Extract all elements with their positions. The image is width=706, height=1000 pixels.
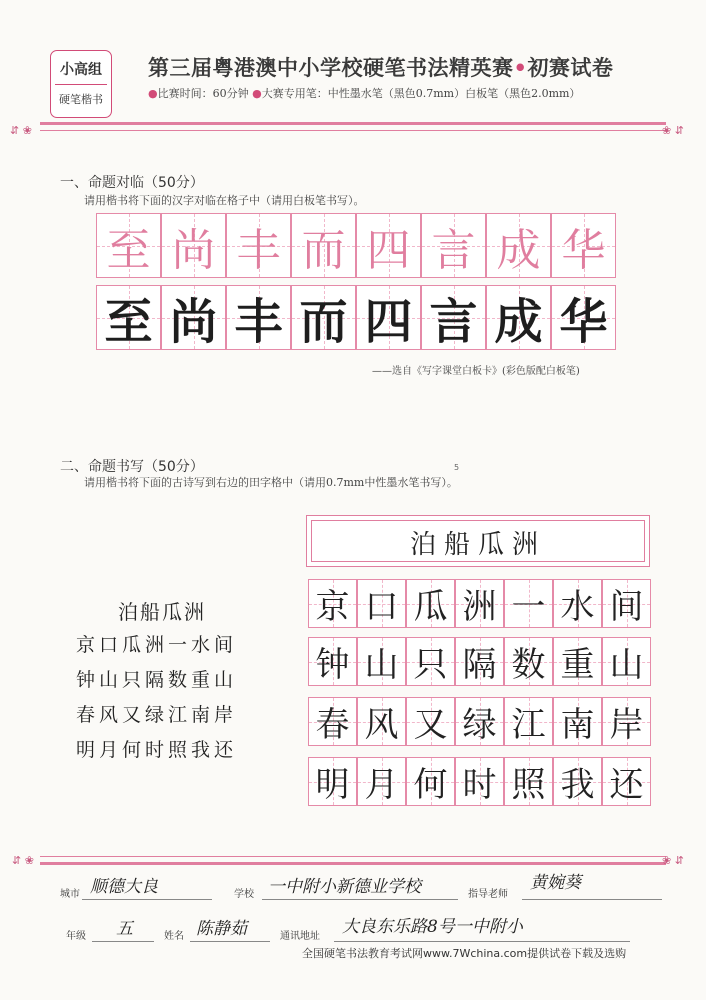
written-char: 间 [609,587,644,627]
grid-cell[interactable] [357,637,406,686]
group-category: 硬笔楷书 [59,93,103,106]
grid-cell[interactable] [406,757,455,806]
grid-cell[interactable] [602,757,651,806]
grid-cell [356,213,421,278]
grid-cell[interactable] [291,285,356,350]
grid-cell[interactable] [553,579,602,628]
grid-cell[interactable] [308,697,357,746]
exam-info [148,85,580,101]
poem-line: 京口瓜洲一水间 [76,634,238,656]
website-notice: 全国硬笔书法教育考试网www.7Wchina.com提供试卷下载及选购 [302,947,627,960]
grid-cell[interactable] [161,285,226,350]
written-char: 钟 [315,645,350,685]
grid-cell [291,213,356,278]
written-chars-row [96,285,616,350]
grid-cell[interactable] [504,579,553,628]
grid-cell[interactable] [486,285,551,350]
written-char: 瓜 [413,587,448,627]
model-char: 言 [431,224,476,276]
written-char: 而 [299,294,348,350]
title-dot: • [513,56,528,80]
written-poem-title: 泊船瓜洲 [409,530,546,560]
bullet-icon: ● [148,87,158,100]
teacher-label: 指导老师 [468,889,508,900]
score-mark: 5 [454,463,460,472]
poem-title-box[interactable] [306,515,650,567]
section2-instructions: 请用楷书将下面的古诗写到右边的田字格中（请用0.7mm中性墨水笔书写）。 [84,476,458,489]
footer-rule [40,862,666,865]
exam-time: 比赛时间：60分钟 [157,87,249,100]
grid-cell[interactable] [421,285,486,350]
grid-cell[interactable] [96,285,161,350]
written-char: 丰 [234,294,283,350]
written-char: 江 [511,705,546,745]
written-char: 明 [315,765,350,805]
model-char: 成 [496,224,541,276]
name-value[interactable]: 陈静茹 [196,919,247,939]
address-label: 通讯地址 [280,931,320,942]
written-char: 时 [462,765,497,805]
written-char: 重 [560,645,595,685]
title-stage: 初赛试卷 [527,56,614,80]
name-underline [190,941,270,942]
grid-cell[interactable] [406,697,455,746]
grid-cell[interactable] [551,285,616,350]
written-char: 又 [413,705,448,745]
grid-cell[interactable] [553,697,602,746]
exam-pen: 大赛专用笔：中性墨水笔（黑色0.7mm）白板笔（黑色2.0mm） [261,87,581,100]
written-char: 还 [609,765,644,805]
page-title [148,52,613,82]
grid-cell[interactable] [357,757,406,806]
grid-cell[interactable] [504,637,553,686]
grid-cell[interactable] [308,757,357,806]
grid-cell[interactable] [308,637,357,686]
poem-grid-row [308,757,651,806]
written-char: 一 [511,587,546,627]
header-rule [40,122,666,125]
grade-value[interactable]: 五 [116,919,133,939]
grid-cell [486,213,551,278]
city-label: 城市 [60,889,80,900]
grid-cell [96,213,161,278]
city-value[interactable]: 顺德大良 [90,877,158,897]
model-char: 而 [301,224,346,276]
grid-cell[interactable] [602,697,651,746]
written-char: 只 [413,645,448,685]
written-char: 尚 [169,294,218,350]
section1-title: 一、命题对临（50分） [60,175,204,191]
written-char: 言 [429,294,478,350]
poem-line: 钟山只隔数重山 [76,669,238,691]
model-char: 华 [561,224,606,276]
title-main: 第三届粤港澳中小学校硬笔书法精英赛 [148,56,514,80]
school-underline [262,899,458,900]
grid-cell[interactable] [504,697,553,746]
bullet-icon: ● [252,87,262,100]
written-char: 四 [364,294,413,350]
grid-cell[interactable] [504,757,553,806]
grid-cell[interactable] [356,285,421,350]
written-char: 何 [413,765,448,805]
group-level: 小高组 [60,62,102,78]
teacher-value[interactable]: 黄婉葵 [530,873,581,893]
grid-cell [161,213,226,278]
grid-cell[interactable] [226,285,291,350]
written-char: 山 [609,645,644,685]
ornament-icon: ❀ ⇵ [662,124,684,137]
grid-cell[interactable] [553,637,602,686]
section1-instructions: 请用楷书将下面的汉字对临在格子中（请用白板笔书写）。 [84,194,365,207]
grid-cell[interactable] [308,579,357,628]
written-char: 京 [315,587,350,627]
grid-cell[interactable] [602,637,651,686]
grid-cell [551,213,616,278]
poem-line: 明月何时照我还 [76,739,238,761]
written-char: 口 [364,587,399,627]
poem-title: 泊船瓜洲 [118,600,206,624]
written-char: 成 [494,294,543,350]
poem-grid-row [308,637,651,686]
written-char: 我 [560,765,595,805]
grid-cell[interactable] [406,579,455,628]
written-char: 山 [364,645,399,685]
ornament-icon: ❀ ⇵ [662,854,684,867]
grid-cell[interactable] [602,579,651,628]
grid-cell[interactable] [455,637,504,686]
grid-cell[interactable] [406,637,455,686]
written-char: 数 [511,645,546,685]
grid-cell[interactable] [455,757,504,806]
written-char: 岸 [609,705,644,745]
address-underline [334,941,630,942]
teacher-underline [522,899,662,900]
address-value[interactable]: 大良东乐路8号一中附小 [342,917,523,937]
written-char: 风 [364,705,399,745]
group-divider [55,84,107,85]
header-rule-thin [40,130,666,131]
poem-grid-row [308,697,651,746]
grid-cell[interactable] [357,579,406,628]
grid-cell[interactable] [553,757,602,806]
model-char: 尚 [171,224,216,276]
written-char: 照 [511,765,546,805]
grid-cell[interactable] [455,579,504,628]
grid-cell[interactable] [455,697,504,746]
written-char: 春 [315,705,350,745]
written-char: 水 [560,587,595,627]
school-label: 学校 [234,889,254,900]
city-underline [82,899,212,900]
ornament-icon: ⇵ ❀ [12,854,34,867]
model-char: 四 [366,224,411,276]
ornament-icon: ⇵ ❀ [10,124,32,137]
footer-rule-thin [40,856,666,857]
written-char: 至 [104,294,153,350]
grid-cell [421,213,486,278]
poem-grid-row [308,579,651,628]
grid-cell [226,213,291,278]
group-label-box [50,50,112,118]
model-chars-row [96,213,616,278]
model-char: 丰 [236,224,281,276]
grade-label: 年级 [66,931,86,942]
written-char: 绿 [462,705,497,745]
grade-underline [92,941,154,942]
written-char: 隔 [462,645,497,685]
model-char: 至 [106,224,151,276]
written-char: 洲 [462,587,497,627]
section2-title: 二、命题书写（50分） [60,459,204,475]
school-value[interactable]: 一中附小新德业学校 [268,877,421,897]
written-char: 南 [560,705,595,745]
written-char: 月 [364,765,399,805]
source-citation: ——选自《写字课堂白板卡》(彩色版配白板笔) [372,366,580,377]
grid-cell[interactable] [357,697,406,746]
poem-line: 春风又绿江南岸 [76,704,238,726]
name-label: 姓名 [164,931,184,942]
written-char: 华 [559,294,608,350]
